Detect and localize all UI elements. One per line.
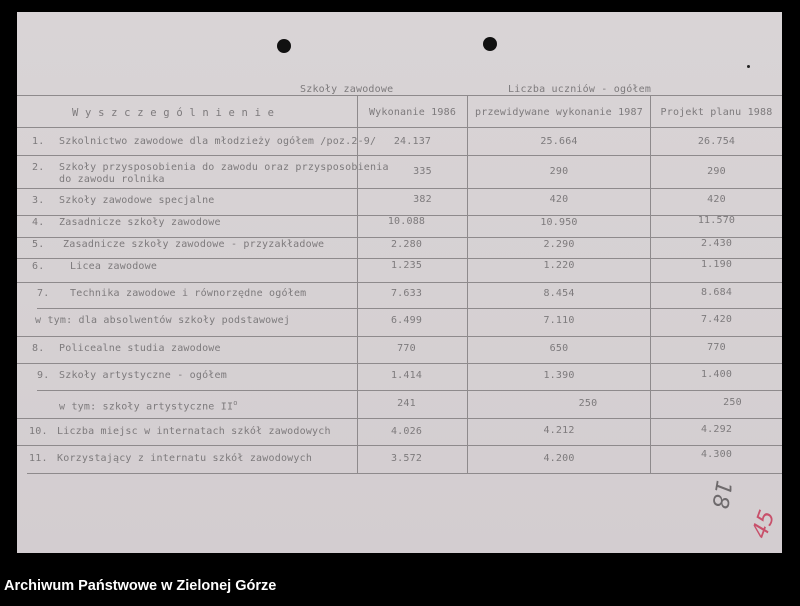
- pencil-page-number: 18: [706, 478, 736, 511]
- row-label: Zasadnicze szkoły zawodowe - przyzakładowe: [63, 239, 325, 250]
- column-header-1988: Projekt planu 1988: [660, 107, 773, 118]
- row-label-text: w tym: szkoły artystyczne II: [59, 401, 234, 413]
- value-1986: 6.499: [390, 315, 423, 326]
- value-1987: 2.290: [543, 239, 575, 250]
- red-ink-page-number: 45: [747, 507, 781, 542]
- table-rule: [17, 155, 782, 156]
- row-number: 9.: [37, 370, 50, 381]
- value-1988: 26.754: [697, 136, 736, 147]
- value-1988: 290: [707, 166, 726, 177]
- paper-speck: [747, 65, 750, 68]
- value-1987: 7.110: [543, 315, 575, 326]
- value-1987: 650: [549, 343, 569, 354]
- value-1988: 1.400: [700, 369, 733, 380]
- row-number: 4.: [32, 217, 45, 228]
- value-1988: 4.292: [700, 424, 733, 435]
- table-rule: [17, 127, 782, 128]
- row-label: Zasadnicze szkoły zawodowe: [59, 217, 221, 228]
- row-number: 5.: [32, 239, 45, 250]
- value-1987: 4.212: [543, 425, 575, 436]
- table-rule: [17, 418, 782, 419]
- value-1986: 10.088: [387, 216, 426, 227]
- column-header-1986: Wykonanie 1986: [368, 107, 457, 118]
- row-number: 7.: [37, 288, 50, 299]
- value-1988: 770: [707, 342, 726, 353]
- value-1986: 24.137: [393, 136, 432, 147]
- punch-hole: [483, 37, 497, 51]
- value-1986: 3.572: [390, 453, 423, 464]
- value-1986: 241: [397, 398, 416, 409]
- value-1986: 7.633: [390, 288, 423, 299]
- row-number: 3.: [32, 195, 45, 206]
- row-label: Licea zawodowe: [70, 261, 158, 272]
- value-1988: 7.420: [700, 314, 733, 325]
- table-rule: [17, 282, 782, 283]
- value-1988: 420: [707, 194, 726, 205]
- row-label: Liczba miejsc w internatach szkół zawodowych: [57, 426, 331, 437]
- row-number: 2.: [32, 162, 45, 173]
- value-1986: 382: [413, 194, 432, 205]
- table-rule: [17, 363, 782, 364]
- table-rule: [17, 188, 782, 189]
- row-label: Policealne studia zawodowe: [59, 343, 221, 354]
- table-column-rule: [467, 95, 468, 473]
- row-label-continued: do zawodu rolnika: [59, 174, 165, 185]
- table-column-rule: [650, 95, 651, 473]
- value-1986: 770: [397, 343, 416, 354]
- table-rule: [17, 95, 782, 96]
- row-label: Szkoły artystyczne - ogółem: [59, 370, 227, 381]
- value-1987: 1.390: [543, 370, 575, 381]
- table-rule: [17, 445, 782, 446]
- row-number: 10.: [29, 426, 48, 437]
- value-1988: 2.430: [700, 238, 733, 249]
- table-rule: [37, 390, 782, 391]
- table-rule: [17, 336, 782, 337]
- row-label-subitem: [59, 399, 238, 412]
- value-1988: 11.570: [697, 215, 736, 226]
- value-1986: 2.280: [390, 239, 423, 250]
- value-1988: 4.300: [700, 449, 733, 460]
- row-number: 8.: [32, 343, 45, 354]
- caption-school-type: Szkoły zawodowe: [300, 84, 394, 95]
- value-1987: 250: [578, 398, 598, 409]
- archival-document-page: [17, 12, 782, 553]
- row-label: Szkolnictwo zawodowe dla młodzieży ogółem /poz.2-9/: [59, 136, 377, 147]
- value-1987: 1.220: [543, 260, 575, 271]
- row-label: Korzystający z internatu szkół zawodowych: [57, 453, 313, 464]
- value-1987: 420: [549, 194, 569, 205]
- value-1988: 250: [723, 397, 742, 408]
- column-header-1987: przewidywane wykonanie 1987: [475, 107, 643, 118]
- value-1987: 8.454: [543, 288, 575, 299]
- value-1988: 8.684: [700, 287, 733, 298]
- value-1987: 290: [549, 166, 569, 177]
- caption-student-count: Liczba uczniów - ogółem: [508, 84, 652, 95]
- row-label: Szkoły zawodowe specjalne: [59, 195, 215, 206]
- degree-superscript: o: [233, 399, 238, 407]
- row-number: 6.: [32, 261, 45, 272]
- column-header-description: W y s z c z e g ó l n i e n i e: [72, 107, 275, 119]
- row-label: Szkoły przysposobienia do zawodu oraz przysposobienia: [59, 162, 389, 173]
- value-1986: 1.235: [390, 260, 423, 271]
- value-1987: 10.950: [540, 217, 578, 228]
- value-1987: 25.664: [540, 136, 578, 147]
- table-rule: [37, 308, 782, 309]
- archive-watermark: Archiwum Państwowe w Zielonej Górze: [4, 578, 277, 594]
- row-label: Technika zawodowe i równorzędne ogółem: [70, 288, 307, 299]
- table-column-rule: [357, 95, 358, 473]
- value-1988: 1.190: [700, 259, 733, 270]
- value-1986: 4.026: [390, 426, 423, 437]
- row-label-subitem: w tym: dla absolwentów szkoły podstawowej: [35, 315, 291, 326]
- table-rule: [27, 473, 782, 474]
- value-1987: 4.200: [543, 453, 575, 464]
- row-number: 11.: [29, 453, 48, 464]
- value-1986: 335: [413, 166, 432, 177]
- punch-hole: [277, 39, 291, 53]
- value-1986: 1.414: [390, 370, 423, 381]
- row-number: 1.: [32, 136, 45, 147]
